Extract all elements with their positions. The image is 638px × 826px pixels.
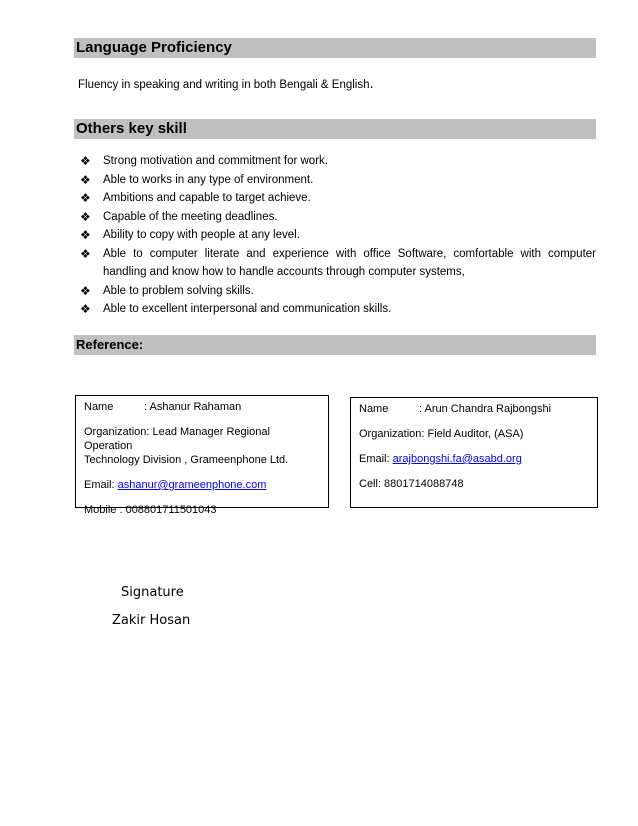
- ref-right-organization: Organization: Field Auditor, (ASA): [359, 428, 524, 440]
- skill-item: [74, 245, 596, 282]
- ref-left-mobile: Mobile : 008801711501043: [84, 504, 217, 516]
- ref-right-name-label: Name: [359, 403, 389, 415]
- ref-left-email-row: [84, 478, 320, 492]
- skill-item: [74, 171, 596, 190]
- diamond-bullet-icon: ❖: [80, 246, 91, 261]
- reference-card-right: [350, 397, 598, 508]
- ref-right-name: : Arun Chandra Rajbongshi: [419, 403, 552, 415]
- diamond-bullet-icon: ❖: [80, 172, 91, 187]
- ref-left-organization: [84, 425, 320, 467]
- diamond-bullet-icon: ❖: [80, 154, 91, 168]
- skill-text: Able to computer literate and experience with office Software, comfortable with computer handling and know how to handle accounts through computer systems,: [103, 247, 596, 278]
- skill-item: [74, 208, 596, 227]
- diamond-bullet-icon: ❖: [80, 302, 91, 316]
- skill-item: [74, 152, 596, 171]
- ref-left-org-line2: Technology Division , Grameenphone Ltd.: [84, 454, 289, 466]
- reference-heading: Reference:: [74, 335, 596, 355]
- diamond-bullet-icon: ❖: [80, 191, 91, 205]
- ref-right-cell: Cell: 8801714088748: [359, 478, 464, 490]
- skill-item: [74, 300, 596, 319]
- language-end-mark: .: [369, 75, 374, 92]
- ref-right-name-row: [359, 402, 589, 416]
- diamond-bullet-icon: ❖: [80, 283, 91, 298]
- ref-left-name-label: Name: [84, 401, 114, 413]
- skill-item: [74, 189, 596, 208]
- ref-left-email-link[interactable]: ashanur@grameenphone.com: [117, 479, 267, 491]
- skill-text: Ambitions and capable to target achieve.: [103, 192, 311, 204]
- skill-text: Able to works in any type of environment.: [103, 173, 314, 186]
- skill-item: [74, 282, 596, 301]
- skill-item: [74, 226, 596, 245]
- ref-right-email-row: [359, 452, 589, 466]
- ref-left-name: : Ashanur Rahaman: [144, 401, 242, 413]
- ref-left-name-row: [84, 400, 320, 414]
- signature-name: Zakir Hosan: [112, 613, 191, 628]
- signature-label: Signature: [121, 585, 184, 600]
- key-skills-heading: Others key skill: [74, 119, 596, 139]
- skill-text: Strong motivation and commitment for work.: [103, 155, 328, 167]
- skill-text: Able to excellent interpersonal and communication skills.: [103, 303, 392, 315]
- reference-card-left: [75, 395, 329, 516]
- ref-right-email-link[interactable]: arajbongshi.fa@asabd.org: [392, 453, 522, 465]
- ref-right-email-label: Email:: [359, 453, 393, 465]
- skill-text: Ability to copy with people at any level.: [103, 229, 300, 241]
- diamond-bullet-icon: ❖: [80, 209, 91, 224]
- key-skills-list: [74, 152, 596, 319]
- ref-left-org-line1: Organization: Lead Manager Regional Operation: [84, 426, 270, 452]
- ref-left-email-label: Email:: [84, 479, 118, 491]
- skill-text: Able to problem solving skills.: [103, 284, 254, 297]
- skill-text: Capable of the meeting deadlines.: [103, 210, 278, 223]
- language-proficiency-text: [78, 75, 374, 92]
- diamond-bullet-icon: ❖: [80, 228, 91, 242]
- language-proficiency-heading: Language Proficiency: [74, 38, 596, 58]
- language-text: Fluency in speaking and writing in both Bengali & English: [78, 79, 370, 91]
